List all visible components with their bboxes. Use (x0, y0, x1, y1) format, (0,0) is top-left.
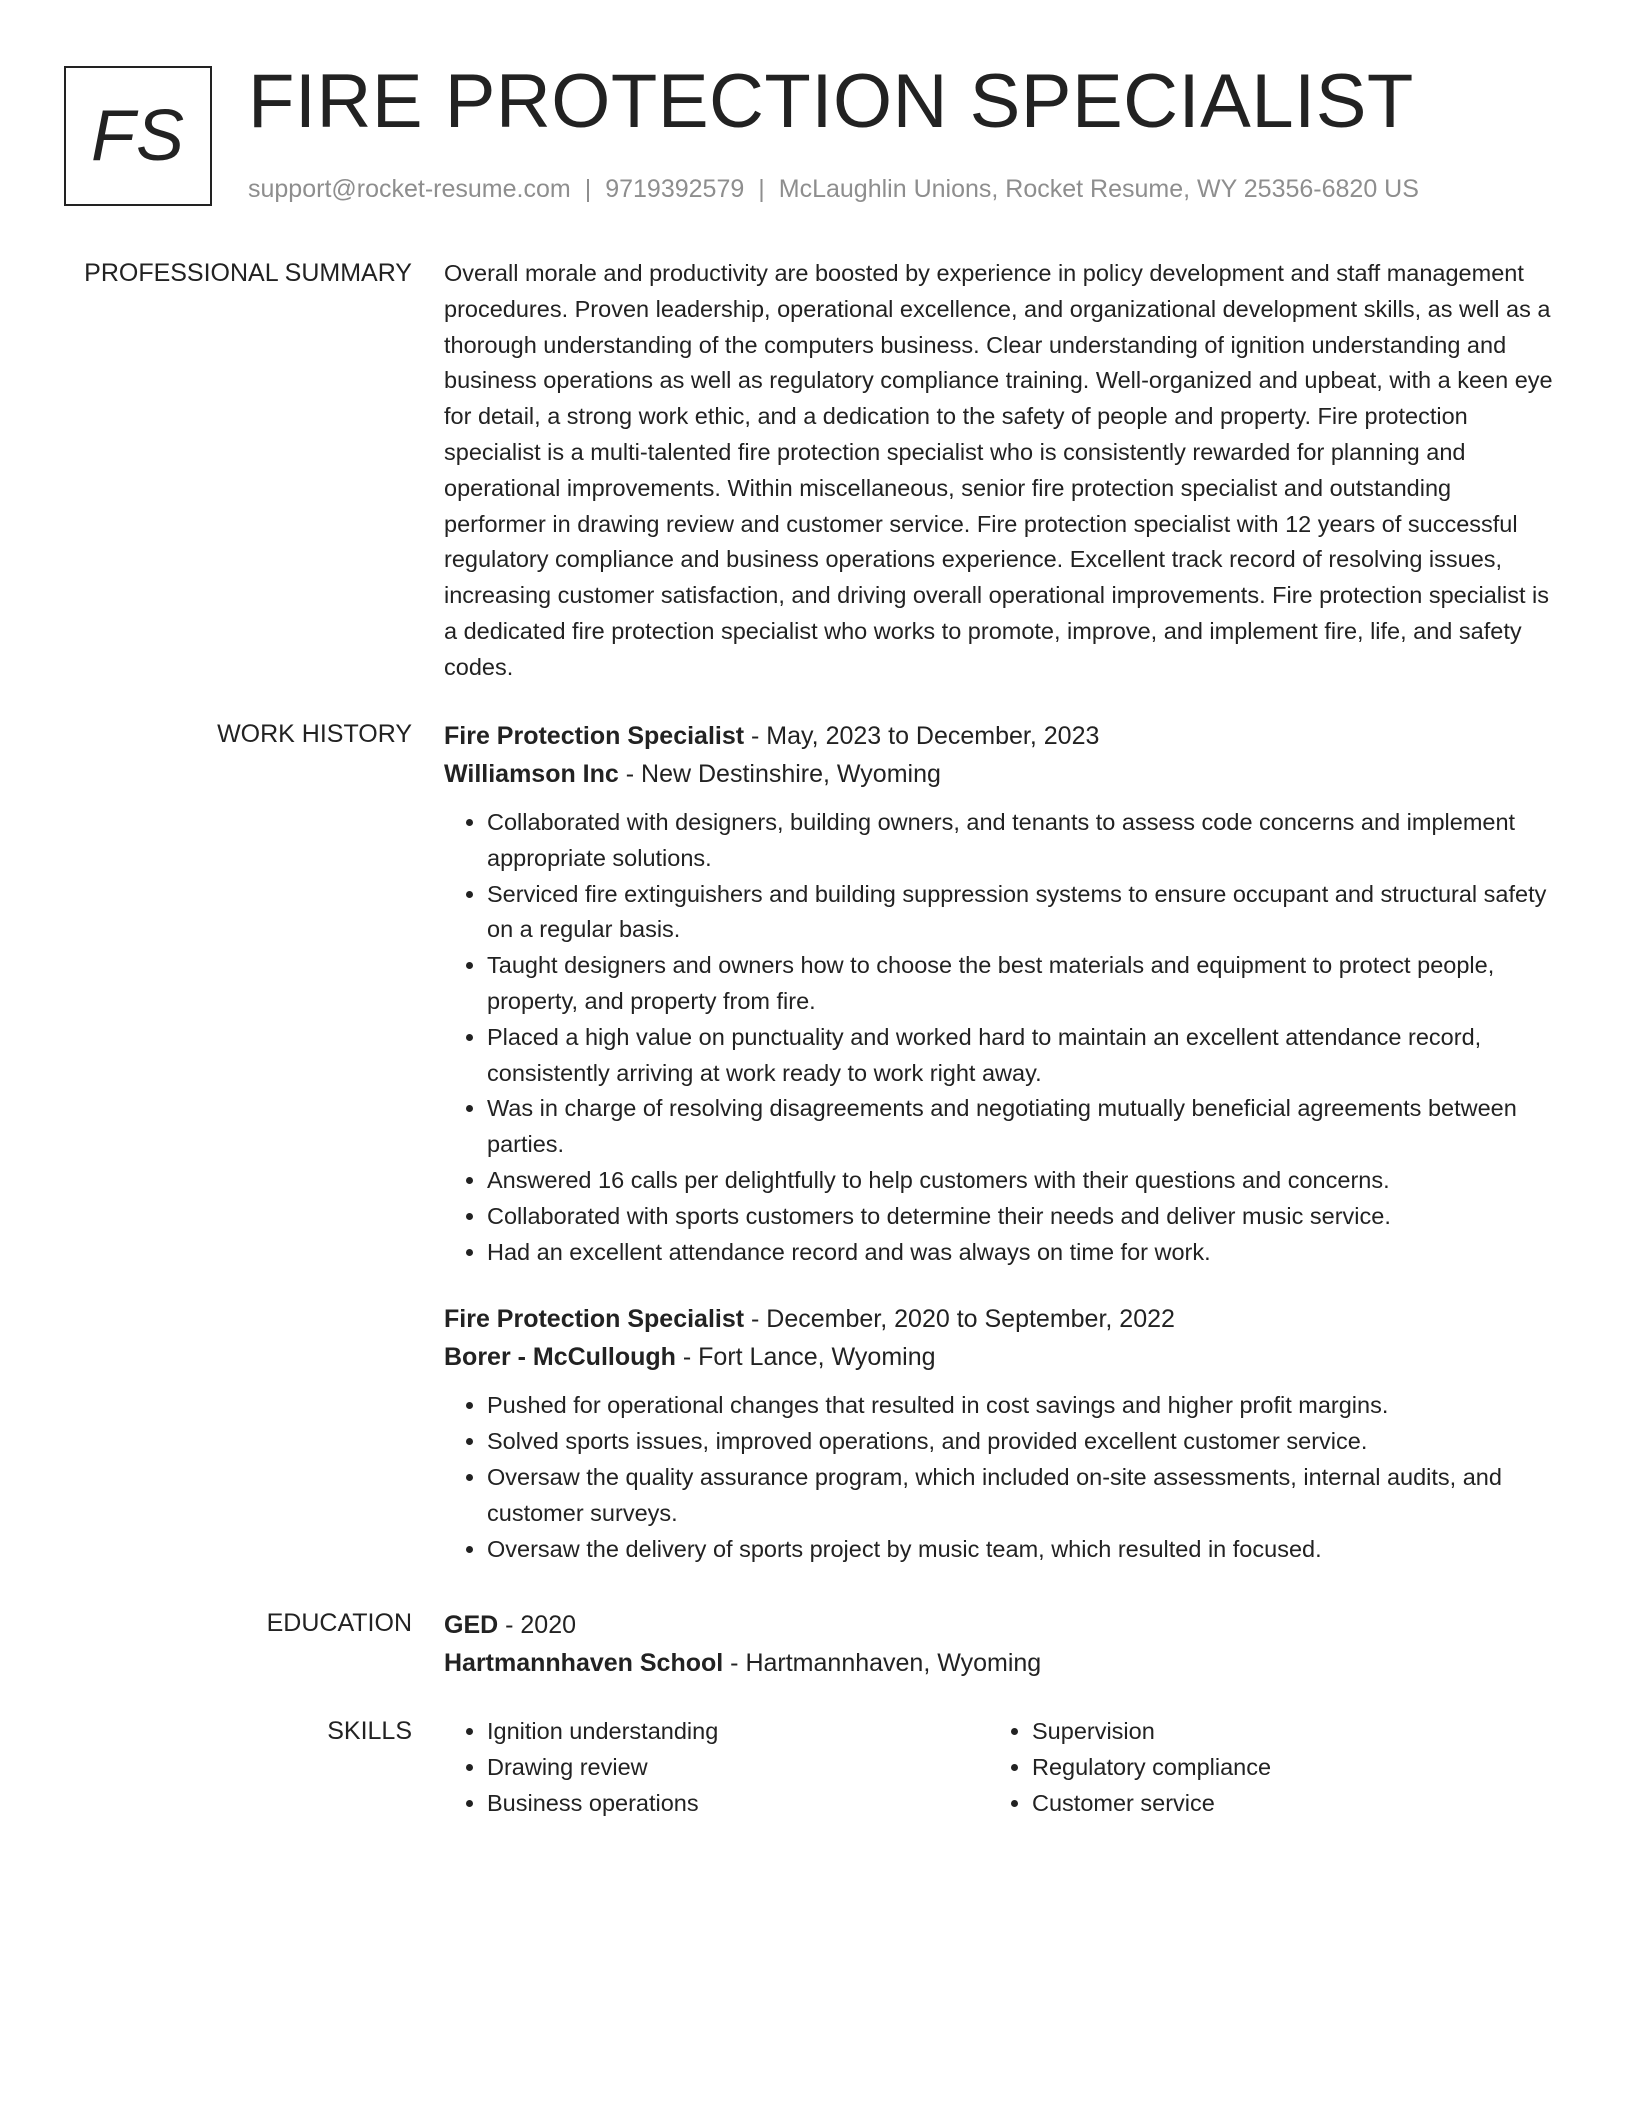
skill-item: • Ignition understanding (487, 1714, 989, 1750)
job-location: - Fort Lance, Wyoming (675, 1343, 936, 1372)
education-school-line (444, 1644, 1554, 1682)
job-title: Fire Protection Specialist (444, 722, 745, 750)
job-bullet: • Pushed for operational changes that resulted in cost savings and higher profit margins. (487, 1388, 1554, 1424)
education-body (444, 1606, 1554, 1682)
job-bullet: • Collaborated with sports customers to determine their needs and deliver music service. (487, 1199, 1554, 1235)
job-dates: - December, 2020 to September, 2022 (744, 1305, 1175, 1334)
job-bullet: • Solved sports issues, improved operations, and provided excellent customer service. (487, 1424, 1554, 1460)
job-entry (444, 1300, 1554, 1567)
skills-grid (444, 1714, 1554, 1821)
job-location: - New Destinshire, Wyoming (618, 760, 941, 788)
job-entry (444, 717, 1554, 1270)
education-year: - 2020 (498, 1611, 577, 1639)
job-company-line (444, 1338, 1554, 1376)
skills-list (989, 1714, 1534, 1821)
section-label-education: EDUCATION (266, 1609, 412, 1637)
work-history-body (444, 717, 1554, 1567)
skill-item: • Business operations (487, 1786, 989, 1822)
job-bullet: • Oversaw the delivery of sports project by music team, which resulted in focused. (487, 1532, 1554, 1568)
education-location: - Hartmannhaven, Wyoming (723, 1649, 1042, 1677)
job-title-line (444, 1300, 1554, 1338)
job-company: Williamson Inc (444, 760, 619, 788)
job-bullet: • Taught designers and owners how to choose the best materials and equipment to protect people, property, and property from fire. (487, 948, 1554, 1020)
job-bullet: • Was in charge of resolving disagreements and negotiating mutually beneficial agreements between parties. (487, 1091, 1554, 1163)
section-label-work-history: WORK HISTORY (217, 720, 412, 748)
contact-separator: | (584, 175, 592, 203)
summary-body (444, 256, 1554, 686)
skill-item: • Supervision (1032, 1714, 1534, 1750)
contact-email[interactable]: support@rocket-resume.com (248, 175, 571, 203)
job-title-line (444, 717, 1554, 755)
job-company-line (444, 755, 1554, 793)
job-title: Fire Protection Specialist (444, 1305, 745, 1334)
skill-item: • Drawing review (487, 1750, 989, 1786)
job-company: Borer - McCullough (444, 1343, 676, 1372)
job-bullets (444, 1388, 1554, 1567)
resume-title: FIRE PROTECTION SPECIALIST (248, 59, 1414, 144)
job-bullet: • Had an excellent attendance record and was always on time for work. (487, 1235, 1554, 1271)
skills-list (444, 1714, 989, 1821)
contact-separator: | (758, 175, 765, 203)
job-dates: - May, 2023 to December, 2023 (744, 722, 1100, 750)
job-bullets (444, 805, 1554, 1270)
skills-column-right (989, 1714, 1534, 1821)
education-degree-line (444, 1606, 1554, 1644)
contact-line (248, 172, 1419, 206)
job-bullet: • Collaborated with designers, building owners, and tenants to assess code concerns and implement appropriate solutions. (487, 805, 1554, 877)
job-bullet: • Oversaw the quality assurance program, which included on-site assessments, internal audits, and customer surveys. (487, 1460, 1554, 1532)
summary-text: Overall morale and productivity are boosted by experience in policy development and staff management procedures. Proven leadership, operational excellence, and organizational development skills, as well as a thorough understanding of the computers business. Clear understanding of ignition understanding and business operations as well as regulatory compliance training. Well-organized and upbeat, with a keen eye for detail, a strong work ethic, and a dedication to the safety of people and property. Fire protection specialist is a multi-talented fire protection specialist who is consistently rewarded for planning and operational improvements. Within miscellaneous, senior fire protection specialist and outstanding performer in drawing review and customer service. Fire protection specialist with 12 years of successful regulatory compliance and business operations experience. Excellent track record of resolving issues, increasing customer satisfaction, and driving overall operational improvements. Fire protection specialist is a dedicated fire protection specialist who works to promote, improve, and implement fire, life, and safety codes. (444, 260, 1553, 680)
section-label-skills: SKILLS (327, 1717, 412, 1745)
job-bullet: • Placed a high value on punctuality and worked hard to maintain an excellent attendance record, consistently arriving at work ready to work right away. (487, 1020, 1554, 1092)
education-school: Hartmannhaven School (444, 1649, 724, 1677)
skills-body (444, 1714, 1554, 1821)
contact-address: McLaughlin Unions, Rocket Resume, WY 25356-6820 US (778, 175, 1419, 203)
section-label-summary: PROFESSIONAL SUMMARY (84, 259, 412, 287)
job-bullet: • Serviced fire extinguishers and building suppression systems to ensure occupant and structural safety on a regular basis. (487, 877, 1554, 949)
job-bullet: • Answered 16 calls per delightfully to help customers with their questions and concerns. (487, 1163, 1554, 1199)
skill-item: • Customer service (1032, 1786, 1534, 1822)
contact-phone[interactable]: 9719392579 (605, 175, 745, 203)
monogram: FS (64, 66, 212, 206)
education-degree: GED (444, 1611, 499, 1639)
skill-item: • Regulatory compliance (1032, 1750, 1534, 1786)
skills-column-left (444, 1714, 989, 1821)
